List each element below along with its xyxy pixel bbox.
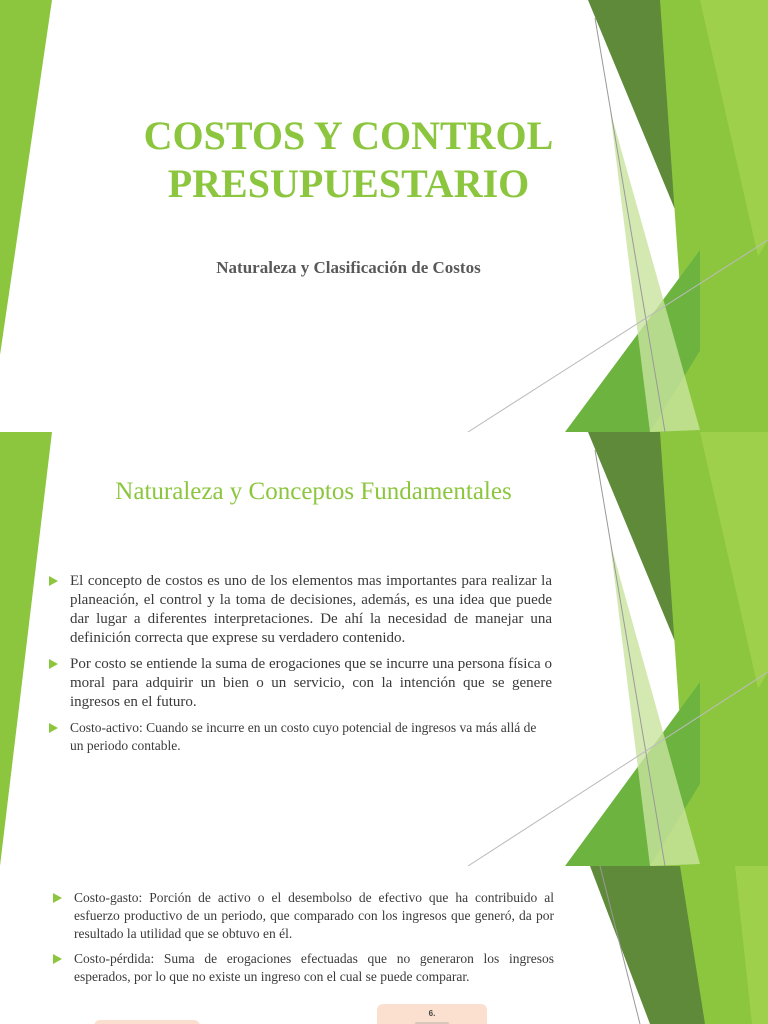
classification-slide <box>0 866 768 1024</box>
bullet-list <box>52 889 554 993</box>
diagram-box <box>94 1020 200 1024</box>
list-item <box>52 889 554 943</box>
bullet-arrow-icon <box>49 576 58 586</box>
list-item <box>48 655 552 712</box>
slide-title: Naturaleza y Conceptos Fundamentales <box>115 478 512 505</box>
list-item <box>52 950 554 986</box>
bullet-text: Por costo se entiende la suma de erogaciones que se incurre una persona física o moral para adquirir un bien o un servicio, con la intención que se genere ingresos en el futuro. <box>70 656 552 710</box>
bullet-arrow-icon <box>53 893 62 903</box>
title-slide <box>0 0 768 432</box>
bullet-list <box>48 572 552 762</box>
presentation-title: COSTOS Y CONTROL PRESUPUESTARIO <box>143 113 554 206</box>
diagram-box-number: 6. <box>428 1009 436 1018</box>
bullet-text: El concepto de costos es uno de los elementos mas importantes para realizar la planeación, el control y la toma de decisiones, además, es una idea que puede dar lugar a diferentes interpretaciones. De ahí la necesidad de manejar una definición correcta que exprese su verdadero contenido. <box>70 573 552 646</box>
bullet-text: Costo-gasto: Porción de activo o el desembolso de efectivo que ha contribuido al esfuerzo productivo de un periodo, que comparado con los ingresos que generó, da por resultado la utilidad que se obtuvo en él. <box>74 890 554 941</box>
green-triangle-decoration <box>0 0 768 432</box>
concepts-slide <box>0 432 768 866</box>
diagram-box <box>377 1004 487 1024</box>
bullet-arrow-icon <box>49 723 58 733</box>
bullet-arrow-icon <box>53 954 62 964</box>
bullet-text: Costo-pérdida: Suma de erogaciones efectuadas que no generaron los ingresos esperados, por lo que no existe un ingreso con el cual se puede comparar. <box>74 951 554 984</box>
bullet-arrow-icon <box>49 659 58 669</box>
presentation-subtitle: Naturaleza y Clasificación de Costos <box>216 258 481 277</box>
list-item <box>48 719 552 755</box>
list-item <box>48 572 552 648</box>
bullet-text: Costo-activo: Cuando se incurre en un costo cuyo potencial de ingresos va más allá de un periodo contable. <box>70 720 537 753</box>
